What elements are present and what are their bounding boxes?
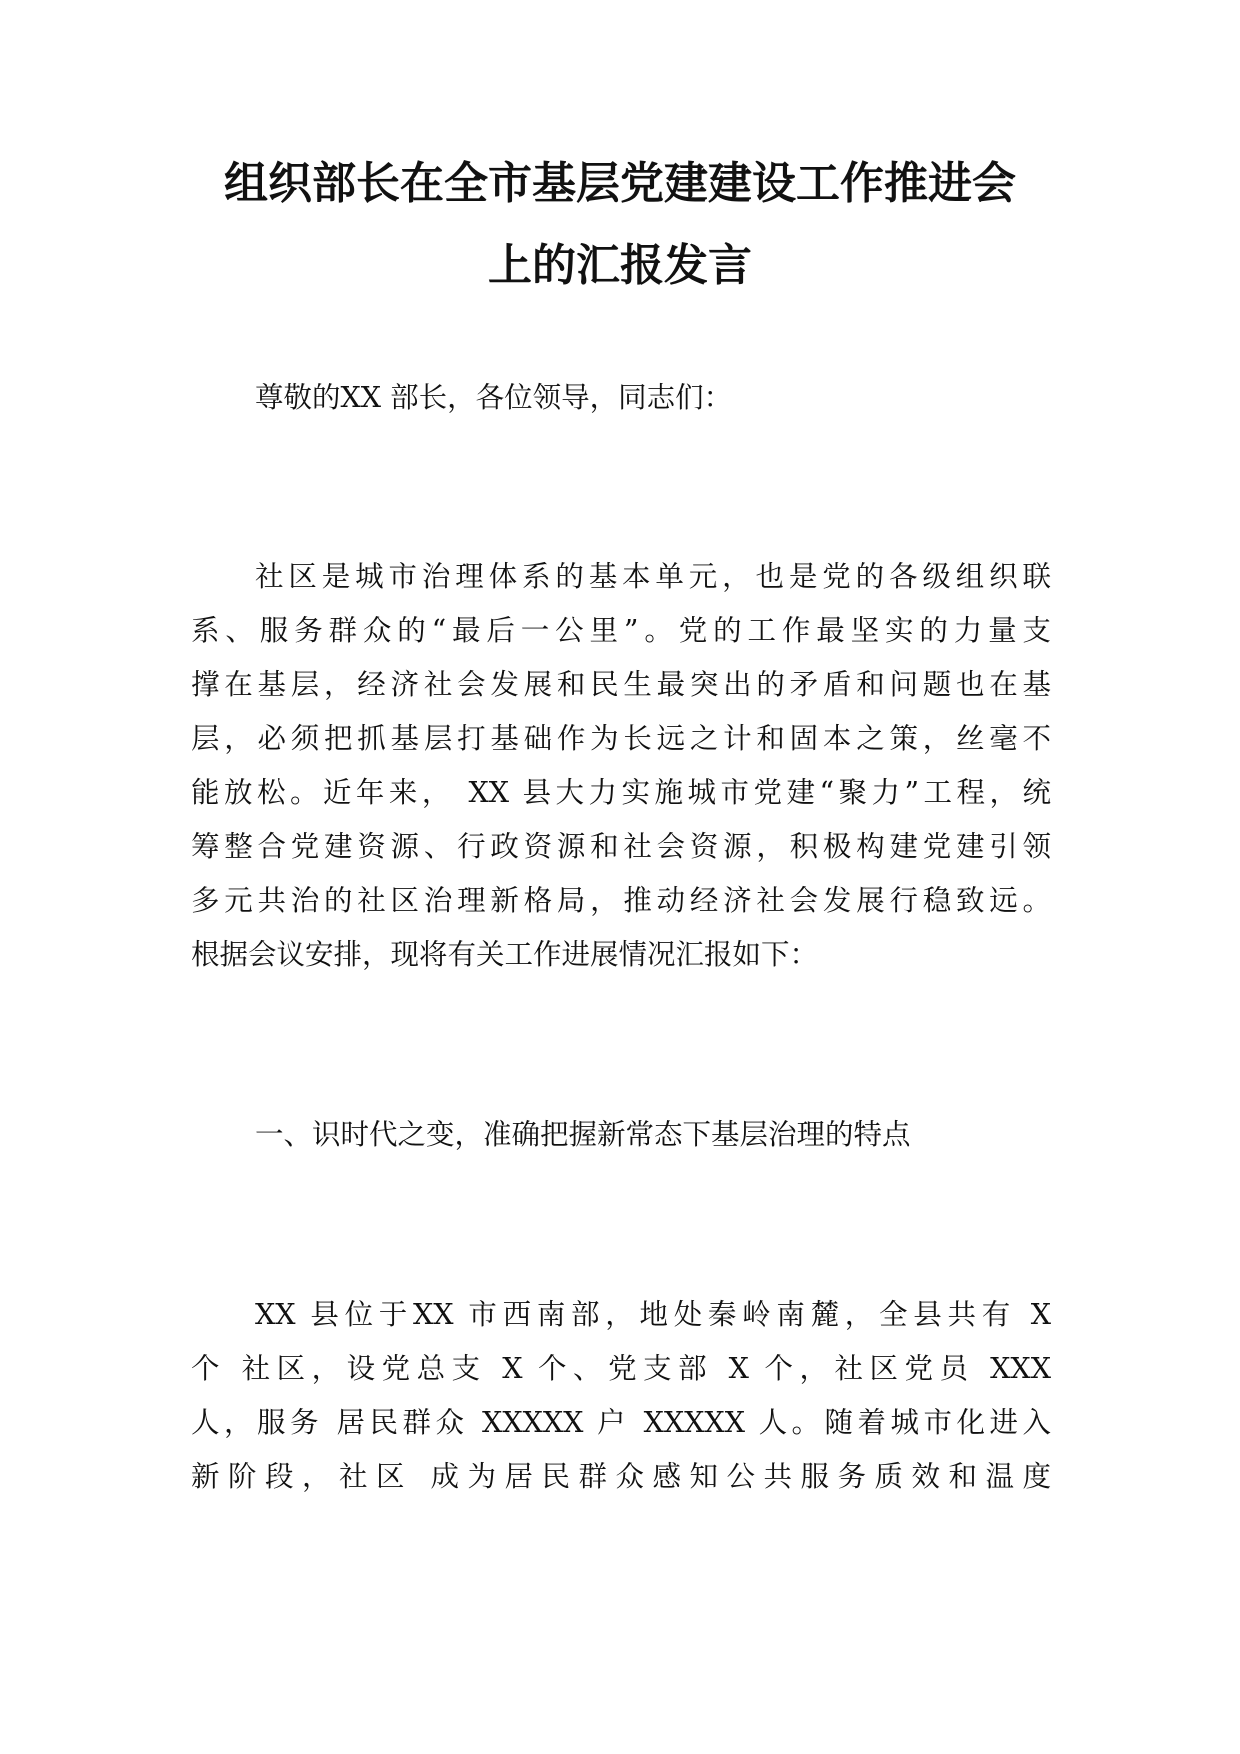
paragraph-line: 多元共治的社区治理新格局，推动经济社会发展行稳致远。 [191,884,1051,917]
document-title-line-2: 上的汇报发言 [488,240,752,291]
paragraph-line: 新阶段，社区 成为居民群众感知公共服务质效和温度 [191,1460,1051,1493]
paragraph-line: 系、服务群众的“最后一公里”。党的工作最坚实的力量支 [191,614,1051,647]
paragraph-line: 个 社区，设党总支 X 个、党支部 X 个，社区党员 XXX [191,1352,1051,1385]
document-title-line-1: 组织部长在全市基层党建建设工作推进会 [224,158,1016,209]
paragraph-line: XX 县位于XX 市西南部，地处秦岭南麓，全县共有 X [255,1298,1051,1331]
paragraph-line: 层，必须把抓基层打基础作为长远之计和固本之策，丝毫不 [191,722,1051,755]
section-heading-1: 一、识时代之变，准确把握新常态下基层治理的特点 [255,1118,911,1151]
paragraph-line: 根据会议安排，现将有关工作进展情况汇报如下： [191,938,819,971]
paragraph-line: 能放松。近年来， XX 县大力实施城市党建“聚力”工程，统 [191,776,1051,809]
paragraph-line: 筹整合党建资源、行政资源和社会资源，积极构建党建引领 [191,830,1051,863]
paragraph-line: 撑在基层，经济社会发展和民生最突出的矛盾和问题也在基 [191,668,1051,701]
paragraph-line: 社区是城市治理体系的基本单元，也是党的各级组织联 [255,560,1051,593]
salutation: 尊敬的XX 部长，各位领导，同志们： [255,381,733,414]
paragraph-line: 人，服务 居民群众 XXXXX 户 XXXXX 人。随着城市化进入 [191,1406,1051,1439]
